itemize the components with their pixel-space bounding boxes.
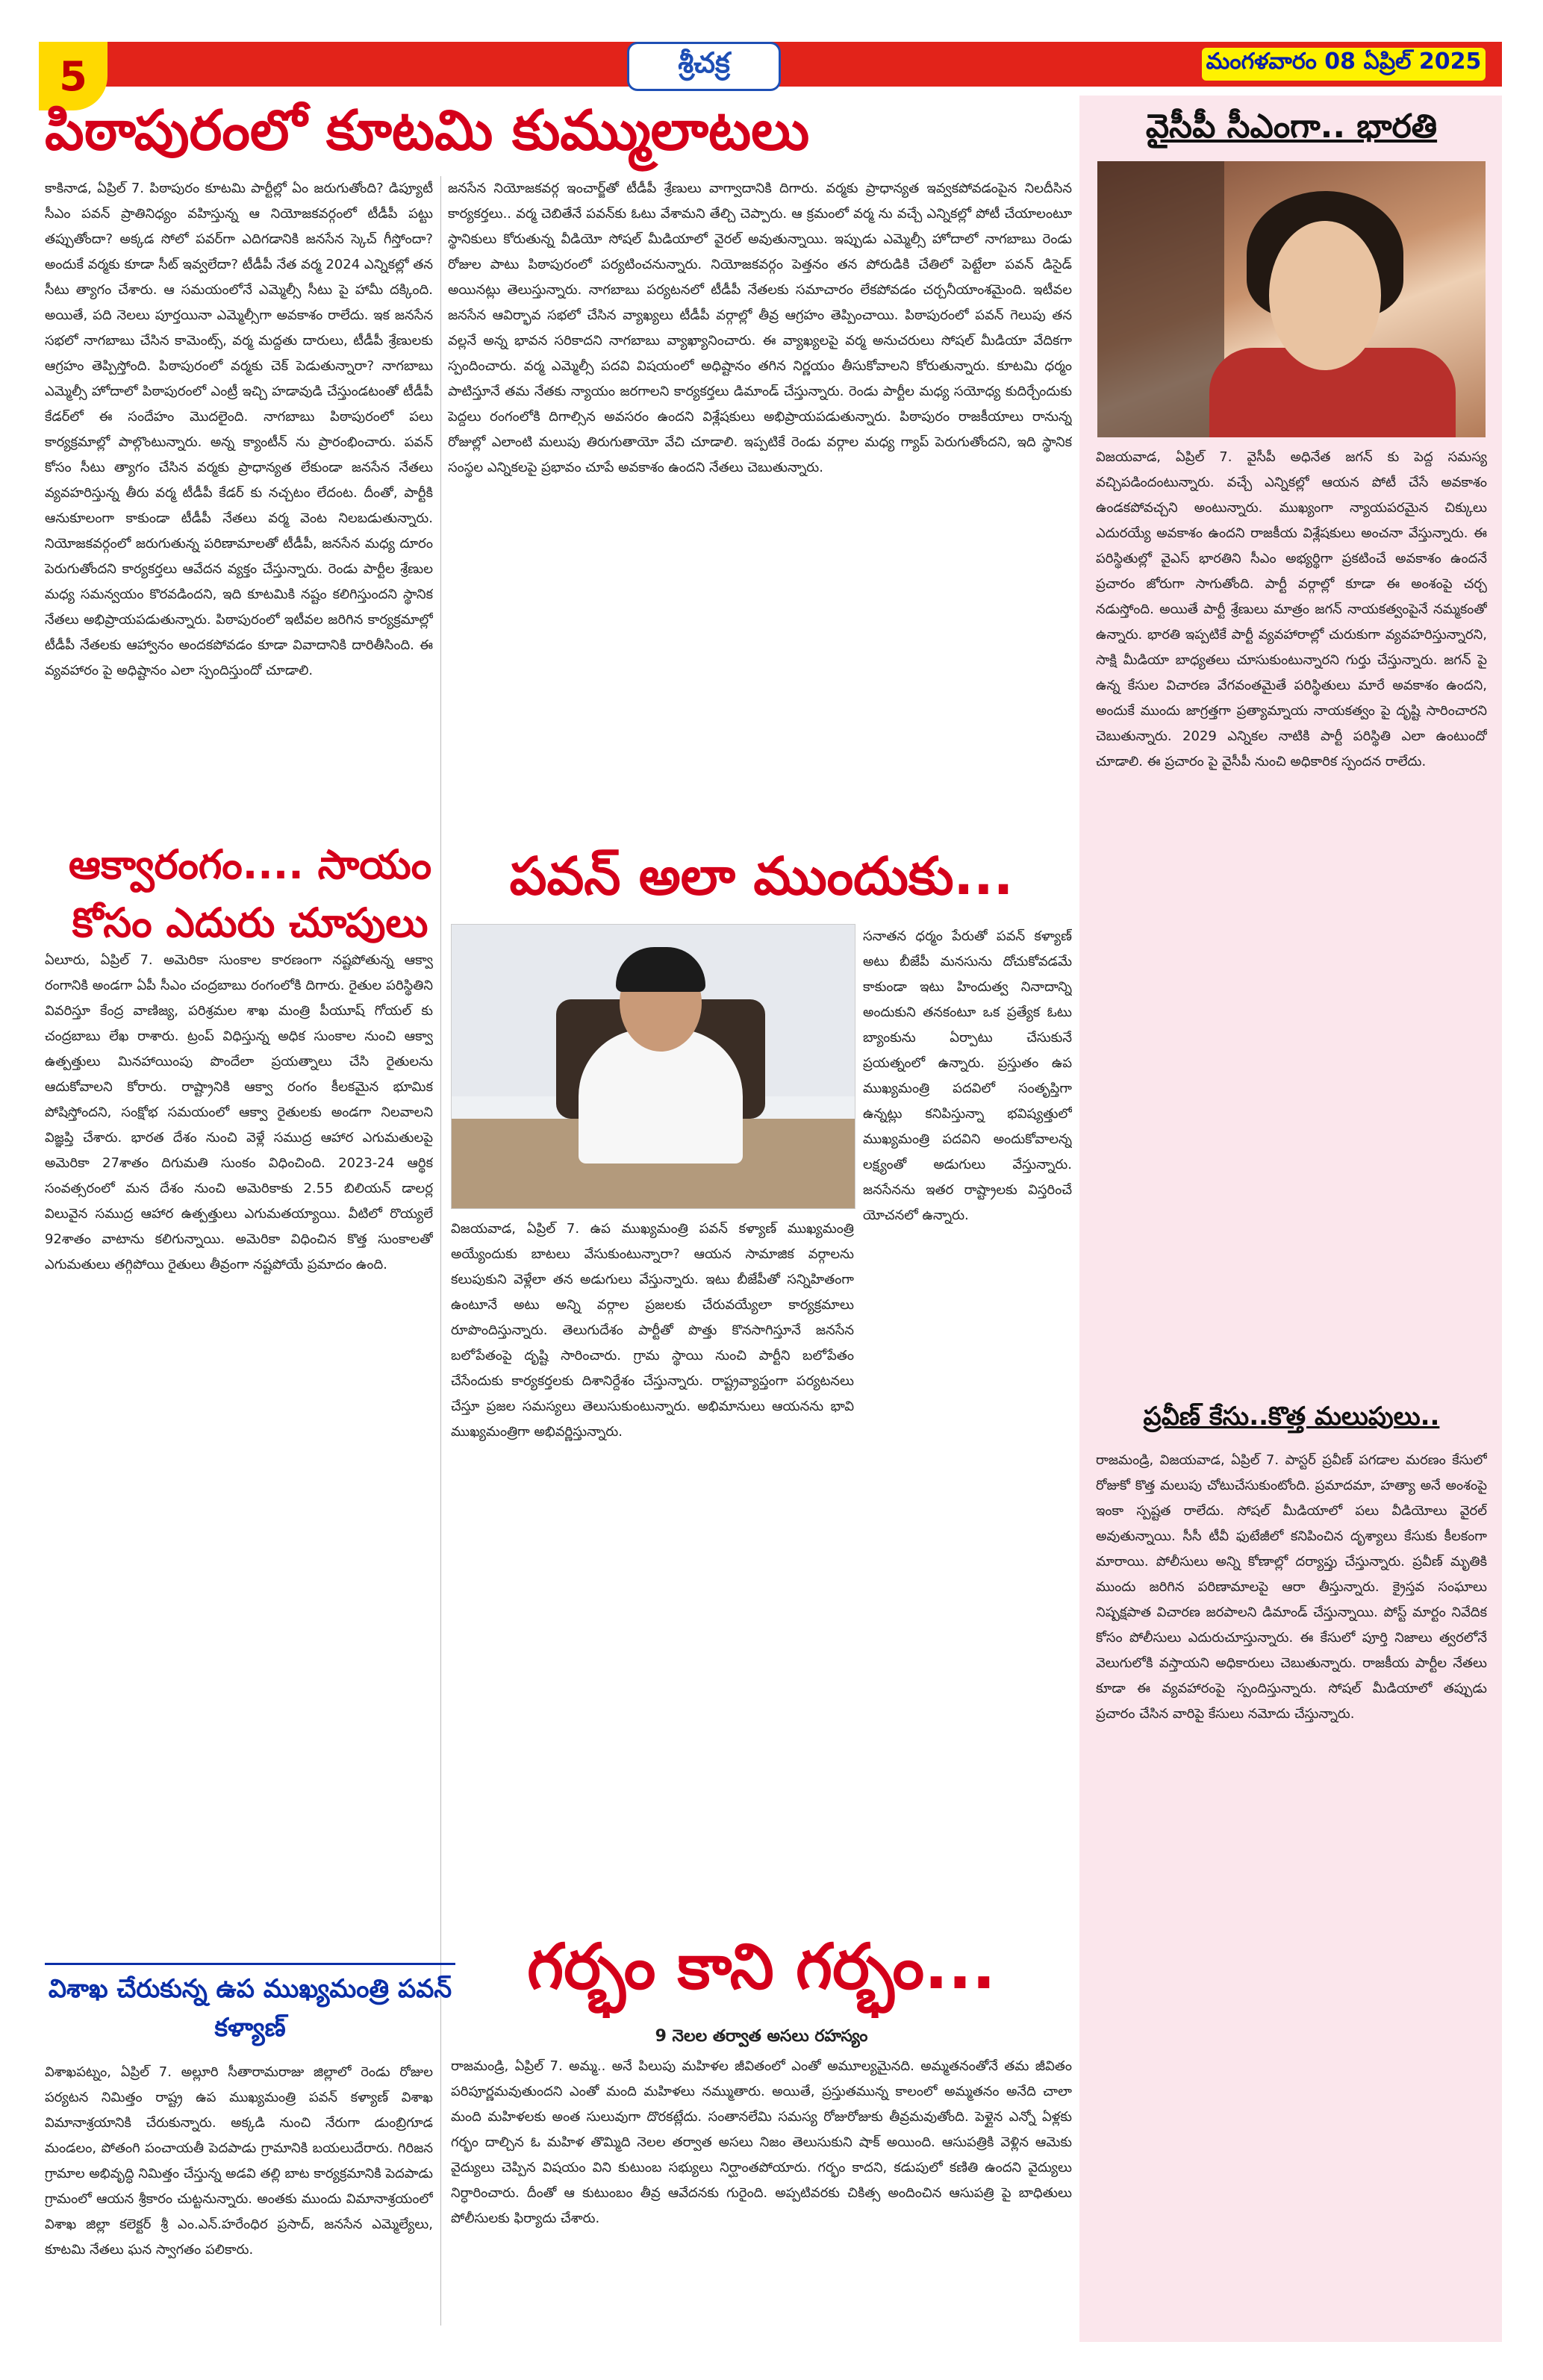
issue-date: మంగళవారం 08 ఏప్రిల్ 2025 bbox=[1202, 48, 1486, 81]
main-article-col1 bbox=[45, 176, 433, 833]
garbham-article-text: రాజమండ్రి, ఏప్రిల్ 7. అమ్మ.. అనే పిలుపు మహిళల జీవితంలో ఎంతో అమూల్యమైనది. అమ్మతనంతోనే తమ జీవితం పరిపూర్ణమవుతుందని ఎంతో మంది మహిళలు నమ్ముతారు. అయితే, ప్రస్తుతమున్న కాలంలో అమ్మతనం అనేది చాలా మంది మహిళలకు అంత సులువుగా దొరకట్లేదు. సంతానలేమి సమస్య రోజురోజుకు తీవ్రమవుతోంది. పెళ్లైన ఎన్నో ఏళ్లకు గర్భం దాల్చిన ఓ మహిళ తొమ్మిది నెలల తర్వాత అసలు నిజం తెలుసుకుని షాక్ అయింది. ఆసుపత్రికి వెళ్లిన ఆమెకు వైద్యులు చెప్పిన విషయం విని కుటుంబ సభ్యులు నిర్ఘాంతపోయారు. గర్భం కాదని, కడుపులో కణితి ఉందని వైద్యులు నిర్ధారించారు. దీంతో ఆ కుటుంబం తీవ్ర ఆవేదనకు గురైంది. అప్పటివరకు చికిత్స అందించిన ఆసుపత్రి పై బాధితులు పోలీసులకు ఫిర్యాదు చేశారు. bbox=[451, 2058, 1072, 2226]
visakha-article-text: విశాఖపట్నం, ఏప్రిల్ 7. అల్లూరి సీతారామరాజు జిల్లాలో రెండు రోజుల పర్యటన నిమిత్తం రాష్ట్ర ఉప ముఖ్యమంత్రి పవన్ కళ్యాణ్ విశాఖ విమానాశ్రయానికి చేరుకున్నారు. అక్కడి నుంచి నేరుగా డుంబ్రిగూడ మండలం, పోతంగి పంచాయతీ పెదపాడు గ్రామానికి బయలుదేరారు. గిరిజన గ్రామాల అభివృద్ధి నిమిత్తం చేస్తున్న అడవి తల్లి బాట కార్యక్రమానికి పెదపాడు గ్రామంలో ఆయన శ్రీకారం చుట్టనున్నారు. అంతకు ముందు విమానాశ్రయంలో విశాఖ జిల్లా కలెక్టర్ శ్రీ ఎం.ఎన్.హరేంధిర ప్రసాద్, జనసేన ఎమ్మెల్యేలు, కూటమి నేతలు ఘన స్వాగతం పలికారు. bbox=[45, 2064, 433, 2258]
garbham-article bbox=[451, 2054, 1072, 2337]
aqua-headline: ఆక్వారంగం.... సాయం కోసం ఎదురు చూపులు bbox=[68, 841, 432, 946]
sidebar-article-2-text: రాజమండ్రి, విజయవాడ, ఏప్రిల్ 7. పాస్టర్ ప్రవీణ్ పగడాల మరణం కేసులో రోజుకో కొత్త మలుపు చోటుచేసుకుంటోంది. ప్రమాదమా, హత్యా అనే అంశంపై ఇంకా స్పష్టత రాలేదు. సోషల్ మీడియాలో పలు వీడియోలు వైరల్ అవుతున్నాయి. సీసీ టీవీ ఫుటేజీలో కనిపించిన దృశ్యాలు కేసుకు కీలకంగా మారాయి. పోలీసులు అన్ని కోణాల్లో దర్యాప్తు చేస్తున్నారు. ప్రవీణ్ మృతికి ముందు జరిగిన పరిణామాలపై ఆరా తీస్తున్నారు. క్రైస్తవ సంఘాలు నిష్పక్షపాత విచారణ జరపాలని డిమాండ్ చేస్తున్నాయి. పోస్ట్ మార్టం నివేదిక కోసం పోలీసులు ఎదురుచూస్తున్నారు. ఈ కేసులో పూర్తి నిజాలు త్వరలోనే వెలుగులోకి వస్తాయని అధికారులు చెబుతున్నారు. రాజకీయ పార్టీల నేతలు కూడా ఈ వ్యవహారంపై స్పందిస్తున్నారు. సోషల్ మీడియాలో తప్పుడు ప్రచారం చేసిన వారిపై కేసులు నమోదు చేస్తున్నారు. bbox=[1096, 1452, 1487, 1722]
pawan-article-side bbox=[863, 924, 1072, 1917]
garbham-headline: గర్భం కాని గర్భం... bbox=[527, 1929, 996, 2003]
garbham-subheadline: 9 నెలల తర్వాత అసలు రహస్యం bbox=[655, 2027, 868, 2046]
main-article-col1-text: కాకినాడ, ఏప్రిల్ 7. పిఠాపురం కూటమి పార్టీల్లో ఏం జరుగుతోంది? డిప్యూటీ సీఎం పవన్ ప్రాతినిధ్యం వహిస్తున్న ఆ నియోజకవర్గంలో టీడీపీ పట్టు తప్పుతోందా? అక్కడ సోలో పవర్‌గా ఎదిగడానికి జనసేన స్కెచ్ గీస్తోందా? అందుకే వర్మకు కూడా సీట్ ఇవ్వలేదా? టీడీపీ నేత వర్మ 2024 ఎన్నికల్లో తన సీటు త్యాగం చేశారు. ఆ సమయంలోనే ఎమ్మెల్సీ సీటు పై హామీ దక్కింది. అయితే, పది నెలలు పూర్తయినా ఎమ్మెల్సీగా అవకాశం రాలేదు. ఇక జనసేన సభలో నాగబాబు చేసిన కామెంట్స్, వర్మ మద్దతు దారులు, టీడీపీ శ్రేణులకు ఆగ్రహం తెప్పిస్తోంది. పిఠాపురంలో వర్మకు చెక్ పెడుతున్నారా? నాగబాబు ఎమ్మెల్సీ హోదాలో పిఠాపురంలో ఎంట్రీ ఇచ్చి హడావుడి చేస్తుండటంతో టీడీపీ కేడర్‌లో ఈ సందేహం మొదలైంది. నాగబాబు పిఠాపురంలో పలు కార్యక్రమాల్లో పాల్గొంటున్నారు. అన్న క్యాంటీన్ ను ప్రారంభించారు. పవన్ కోసం సీటు త్యాగం చేసిన వర్మకు ప్రాధాన్యత లేకుండా జనసేన నేతలు వ్యవహరిస్తున్న తీరు వర్మ టీడీపీ కేడర్ కు నచ్చటం లేదంట. దీంతో, పార్టీకి ఆనుకూలంగా కాకుండా టీడీపీ నేతలు వర్మ వెంట నిలబడుతున్నారు. నియోజకవర్గంలో జరుగుతున్న పరిణామాలతో టీడీపీ, జనసేన మధ్య దూరం పెరుగుతోందని కార్యకర్తలు ఆవేదన వ్యక్తం చేస్తున్నారు. రెండు పార్టీల శ్రేణుల మధ్య సమన్వయం కొరవడిందని, ఇది కూటమికి నష్టం కలిగిస్తుందని స్థానిక నేతలు అభిప్రాయపడుతున్నారు. పిఠాపురంలో ఇటీవల జరిగిన కార్యక్రమాల్లో టీడీపీ నేతలకు ఆహ్వానం అందకపోవడం కూడా వివాదానికి దారితీసింది. ఈ వ్యవహారం పై అధిష్టానం ఎలా స్పందిస్తుందో చూడాలి. bbox=[45, 181, 433, 678]
visakha-article bbox=[45, 2060, 433, 2336]
bharathi-photo bbox=[1097, 161, 1486, 437]
visakha-headline: విశాఖ చేరుకున్న ఉప ముఖ్యమంత్రి పవన్ కళ్యాణ్ bbox=[45, 1963, 455, 2047]
newspaper-logo: శ్రీచక్ర bbox=[627, 42, 781, 91]
pawan-headline: పవన్ అలా ముందుకు... bbox=[509, 845, 1014, 907]
sidebar-article-1 bbox=[1096, 445, 1487, 1387]
aqua-article bbox=[45, 948, 433, 1955]
aqua-article-text: ఏలూరు, ఏప్రిల్ 7. అమెరికా సుంకాల కారణంగా నష్టపోతున్న ఆక్వా రంగానికి అండగా ఏపీ సీఎం చంద్రబాబు రంగంలోకి దిగారు. రైతుల పరిస్థితిని వివరిస్తూ కేంద్ర వాణిజ్య, పరిశ్రమల శాఖ మంత్రి పీయూష్ గోయల్ కు చంద్రబాబు లేఖ రాశారు. ట్రంప్ విధిస్తున్న అధిక సుంకాల నుంచి ఆక్వా ఉత్పత్తులు మినహాయింపు పొందేలా ప్రయత్నాలు చేసి రైతులను ఆదుకోవాలని కోరారు. రాష్ట్రానికి ఆక్వా రంగం కీలకమైన భూమిక పోషిస్తోందని, సంక్షోభ సమయంలో ఆక్వా రైతులకు అండగా నిలవాలని విజ్ఞప్తి చేశారు. భారత దేశం నుంచి వెళ్లే సముద్ర ఆహార ఎగుమతులపై అమెరికా 27శాతం దిగుమతి సుంకం విధించింది. 2023-24 ఆర్థిక సంవత్సరంలో మన దేశం నుంచి అమెరికాకు 2.55 బిలియన్ డాలర్ల విలువైన సముద్ర ఆహార ఉత్పత్తులు ఎగుమతయ్యాయి. వీటిలో రొయ్యలే 92శాతం వాటాను కలిగున్నాయి. అమెరికా విధించిన కొత్త సుంకాలతో ఎగుమతులు తగ్గిపోయి రైతులు తీవ్రంగా నష్టపోయే ప్రమాదం ఉంది. bbox=[45, 952, 433, 1272]
page-number: 5 bbox=[39, 42, 107, 110]
pawan-article-side-text: సనాతన ధర్మం పేరుతో పవన్ కళ్యాణ్ అటు బీజేపీ మనసును దోచుకోవడమే కాకుండా ఇటు హిందుత్వ నినాదాన్ని అందుకుని తనకంటూ ఒక ప్రత్యేక ఓటు బ్యాంకును ఏర్పాటు చేసుకునే ప్రయత్నంలో ఉన్నారు. ప్రస్తుతం ఉప ముఖ్యమంత్రి పదవిలో సంతృప్తిగా ఉన్నట్లు కనిపిస్తున్నా భవిష్యత్తులో ముఖ్యమంత్రి పదవిని అందుకోవాలన్న లక్ష్యంతో అడుగులు వేస్తున్నారు. జనసేనను ఇతర రాష్ట్రాలకు విస్తరించే యోచనలో ఉన్నారు. bbox=[863, 928, 1072, 1223]
sidebar-article-2 bbox=[1096, 1448, 1487, 2334]
main-headline: పిఠాపురంలో కూటమి కుమ్ములాటలు bbox=[45, 99, 810, 163]
sidebar-headline-1: వైసీపీ సీఎంగా.. భారతి bbox=[1145, 107, 1438, 146]
pawan-article bbox=[451, 1216, 854, 1918]
sidebar-article-1-text: విజయవాడ, ఏప్రిల్ 7. వైసీపీ అధినేత జగన్ కు పెద్ద సమస్య వచ్చిపడిందంటున్నారు. వచ్చే ఎన్నికల్లో ఆయన పోటీ చేసే అవకాశం ఉండకపోవచ్చని అంటున్నారు. ముఖ్యంగా న్యాయపరమైన చిక్కులు ఎదురయ్యే అవకాశం ఉందని రాజకీయ విశ్లేషకులు అంచనా వేస్తున్నారు. ఈ పరిస్థితుల్లో వైఎస్ భారతిని సీఎం అభ్యర్థిగా ప్రకటించే అవకాశం ఉందనే ప్రచారం జోరుగా సాగుతోంది. పార్టీ వర్గాల్లో కూడా ఈ అంశంపై చర్చ నడుస్తోంది. అయితే పార్టీ శ్రేణులు మాత్రం జగన్ నాయకత్వంపైనే నమ్మకంతో ఉన్నారు. భారతి ఇప్పటికే పార్టీ వ్యవహారాల్లో చురుకుగా వ్యవహరిస్తున్నారని, సాక్షి మీడియా బాధ్యతలు చూసుకుంటున్నారని గుర్తు చేస్తున్నారు. జగన్ పై ఉన్న కేసుల విచారణ వేగవంతమైతే పరిస్థితులు మారే అవకాశం ఉందని, అందుకే ముందు జాగ్రత్తగా ప్రత్యామ్నాయ నాయకత్వం పై దృష్టి సారించారని చెబుతున్నారు. 2029 ఎన్నికల నాటికి పార్టీ పరిస్థితి ఎలా ఉంటుందో చూడాలి. ఈ ప్రచారం పై వైసీపీ నుంచి అధికారిక స్పందన రాలేదు. bbox=[1096, 449, 1487, 769]
pawan-kalyan-photo bbox=[451, 924, 855, 1209]
sidebar-headline-2: ప్రవీణ్ కేసు..కొత్త మలుపులు.. bbox=[1143, 1402, 1440, 1431]
pawan-article-text: విజయవాడ, ఏప్రిల్ 7. ఉప ముఖ్యమంత్రి పవన్ కళ్యాణ్ ముఖ్యమంత్రి అయ్యేందుకు బాటలు వేసుకుంటున్నారా? ఆయన సామాజిక వర్గాలను కలుపుకుని వెళ్లేలా తన అడుగులు వేస్తున్నారు. ఇటు బీజేపీతో సన్నిహితంగా ఉంటూనే అటు అన్ని వర్గాల ప్రజలకు చేరువయ్యేలా కార్యక్రమాలు రూపొందిస్తున్నారు. తెలుగుదేశం పార్టీతో పొత్తు కొనసాగిస్తూనే జనసేన బలోపేతంపై దృష్టి సారించారు. గ్రామ స్థాయి నుంచి పార్టీని బలోపేతం చేసేందుకు కార్యకర్తలకు దిశానిర్దేశం చేస్తున్నారు. రాష్ట్రవ్యాప్తంగా పర్యటనలు చేస్తూ ప్రజల సమస్యలు తెలుసుకుంటున్నారు. అభిమానులు ఆయనను భావి ముఖ్యమంత్రిగా అభివర్ణిస్తున్నారు. bbox=[451, 1221, 854, 1440]
main-article-col2 bbox=[448, 176, 1072, 833]
main-article-col2-text: జనసేన నియోజకవర్గ ఇంచార్జ్‌తో టీడీపీ శ్రేణులు వాగ్వాదానికి దిగారు. వర్మకు ప్రాధాన్యత ఇవ్వకపోవడంపైన నిలదీసిన కార్యకర్తలు.. వర్మ చెబితేనే పవన్‌కు ఓటు వేశామని తేల్చి చెప్పారు. ఆ క్రమంలో వర్మ ను వచ్చే ఎన్నికల్లో పోటీ చేయాలంటూ స్థానికులు కోరుతున్న వీడియో సోషల్ మీడియాలో వైరల్ అవుతున్నాయి. ఇప్పుడు ఎమ్మెల్సీ హోదాలో నాగబాబు రెండు రోజుల పాటు పిఠాపురంలో పర్యటించనున్నారు. నియోజకవర్గం పెత్తనం తన పోరుడికి చేతిలో పెట్టేలా పవన్ డిసైడ్ అయినట్లు తెలుస్తున్నారు. నాగబాబు పర్యటనలో టీడీపీ నేతలకు సమాచారం లేకపోవడం చర్చనీయాంశమైంది. ఇటీవల జనసేన ఆవిర్భావ సభలో చేసిన వ్యాఖ్యలు టీడీపీ వర్గాల్లో తీవ్ర ఆగ్రహం తెప్పించాయి. పిఠాపురంలో పవన్ గెలుపు తన వల్లనే అన్న భావన సరికాదని నాగబాబు వ్యాఖ్యానించారు. ఈ వ్యాఖ్యలపై వర్మ అనుచరులు సోషల్ మీడియా వేదికగా స్పందించారు. వర్మ ఎమ్మెల్సీ పదవి విషయంలో అధిష్టానం తగిన నిర్ణయం తీసుకోవాలని కోరుతున్నారు. కూటమి ధర్మం పాటిస్తూనే తమ నేతకు న్యాయం జరగాలని కార్యకర్తలు డిమాండ్ చేస్తున్నారు. రెండు పార్టీల మధ్య సయోధ్య కుదిర్చేందుకు పెద్దలు రంగంలోకి దిగాల్సిన అవసరం ఉందని విశ్లేషకులు అభిప్రాయపడుతున్నారు. పిఠాపురం రాజకీయాలు రానున్న రోజుల్లో ఎలాంటి మలుపు తిరుగుతాయో వేచి చూడాలి. ఇప్పటికే రెండు వర్గాల మధ్య గ్యాప్ పెరుగుతోందని, ఇది స్థానిక సంస్థల ఎన్నికలపై ప్రభావం చూపే అవకాశం ఉందని నేతలు చెబుతున్నారు. bbox=[448, 181, 1072, 475]
